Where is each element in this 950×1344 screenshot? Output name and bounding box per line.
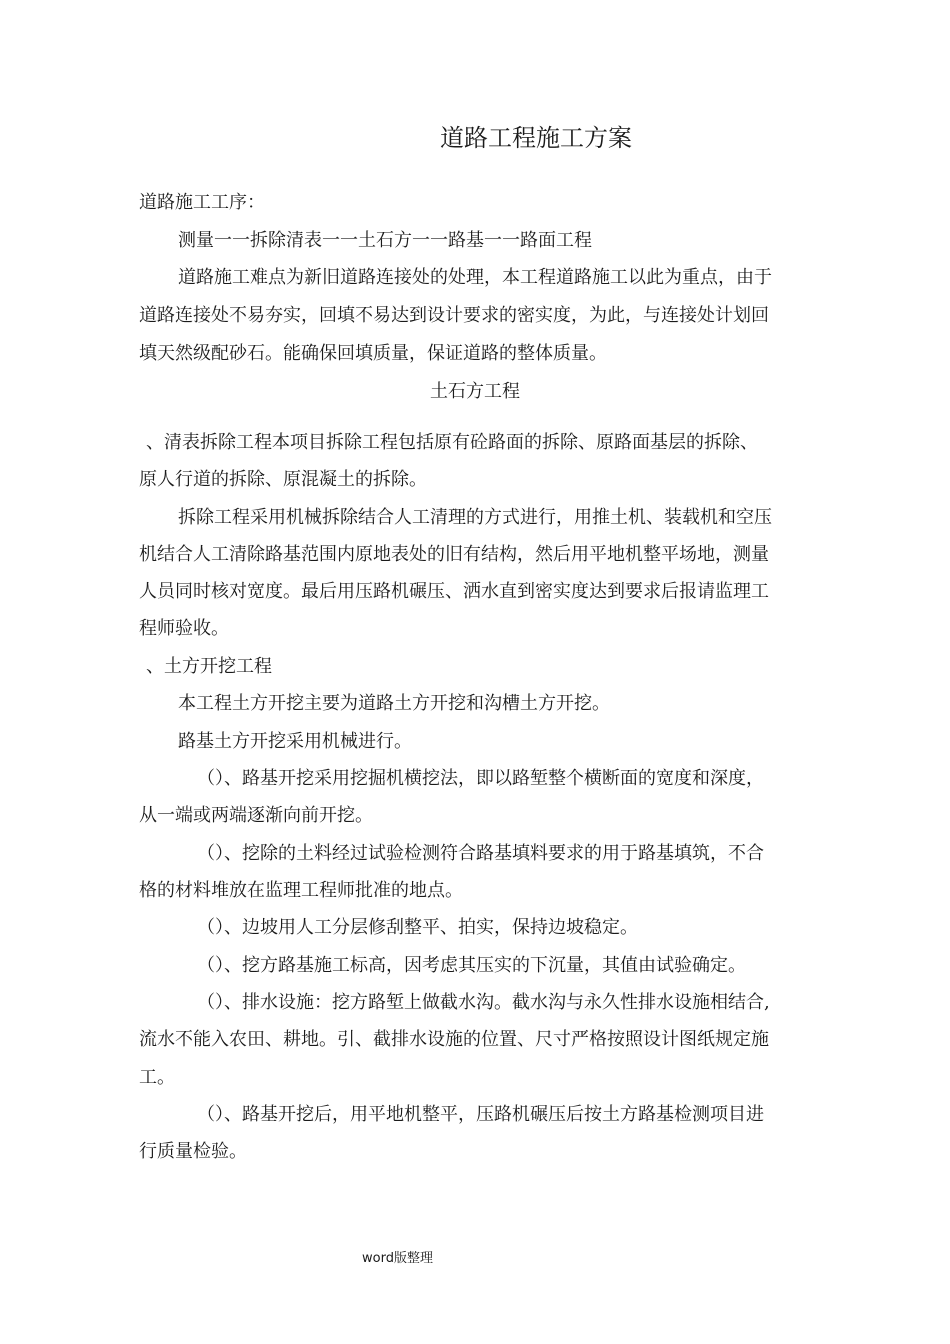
text-line: 填天然级配砂石。能确保回填质量，保证道路的整体质量。: [139, 343, 607, 364]
text-line: 行质量检验。: [139, 1141, 247, 1162]
text-line: 测量一一拆除清表一一土石方一一路基一一路面工程: [178, 230, 592, 251]
text-line: 流水不能入农田、耕地。引、截排水设施的位置、尺寸严格按照设计图纸规定施: [139, 1029, 769, 1050]
text-line: 道路施工工序：: [139, 192, 265, 213]
text-line: 本工程土方开挖主要为道路土方开挖和沟槽土方开挖。: [178, 693, 610, 714]
text-line: （）、挖方路基施工标高，因考虑其压实的下沉量，其值由试验确定。: [197, 955, 746, 976]
text-line: （）、挖除的土料经过试验检测符合路基填料要求的用于路基填筑，不合: [197, 843, 764, 864]
text-line: 格的材料堆放在监理工程师批准的地点。: [139, 880, 463, 901]
text-line: 道路连接处不易夯实，回填不易达到设计要求的密实度，为此，与连接处计划回: [139, 305, 769, 326]
document-title: 道路工程施工方案: [440, 124, 632, 152]
text-line: （）、路基开挖采用挖掘机横挖法，即以路堑整个横断面的宽度和深度，: [197, 768, 764, 789]
text-line: 原人行道的拆除、原混凝土的拆除。: [139, 469, 427, 490]
text-line: （）、排水设施：挖方路堑上做截水沟。截水沟与永久性排水设施相结合,: [197, 992, 770, 1013]
page-footer: word版整理: [362, 1251, 433, 1266]
section-heading: 土石方工程: [430, 381, 520, 402]
text-line: 、清表拆除工程本项目拆除工程包括原有砼路面的拆除、原路面基层的拆除、: [146, 432, 758, 453]
text-line: 人员同时核对宽度。最后用压路机碾压、洒水直到密实度达到要求后报请监理工: [139, 581, 769, 602]
text-line: （）、边坡用人工分层修刮整平、拍实，保持边坡稳定。: [197, 917, 638, 938]
text-line: 程师验收。: [139, 618, 229, 639]
text-line: 道路施工难点为新旧道路连接处的处理，本工程道路施工以此为重点，由于: [178, 267, 772, 288]
section-heading: 、土方开挖工程: [146, 656, 272, 677]
text-line: 工。: [139, 1067, 175, 1088]
text-line: 路基土方开挖采用机械进行。: [178, 731, 412, 752]
text-line: 从一端或两端逐渐向前开挖。: [139, 805, 373, 826]
text-line: 拆除工程采用机械拆除结合人工清理的方式进行，用推土机、装载机和空压: [178, 507, 772, 528]
text-line: （）、路基开挖后，用平地机整平，压路机碾压后按土方路基检测项目进: [197, 1104, 764, 1125]
text-line: 机结合人工清除路基范围内原地表处的旧有结构，然后用平地机整平场地，测量: [139, 544, 769, 565]
